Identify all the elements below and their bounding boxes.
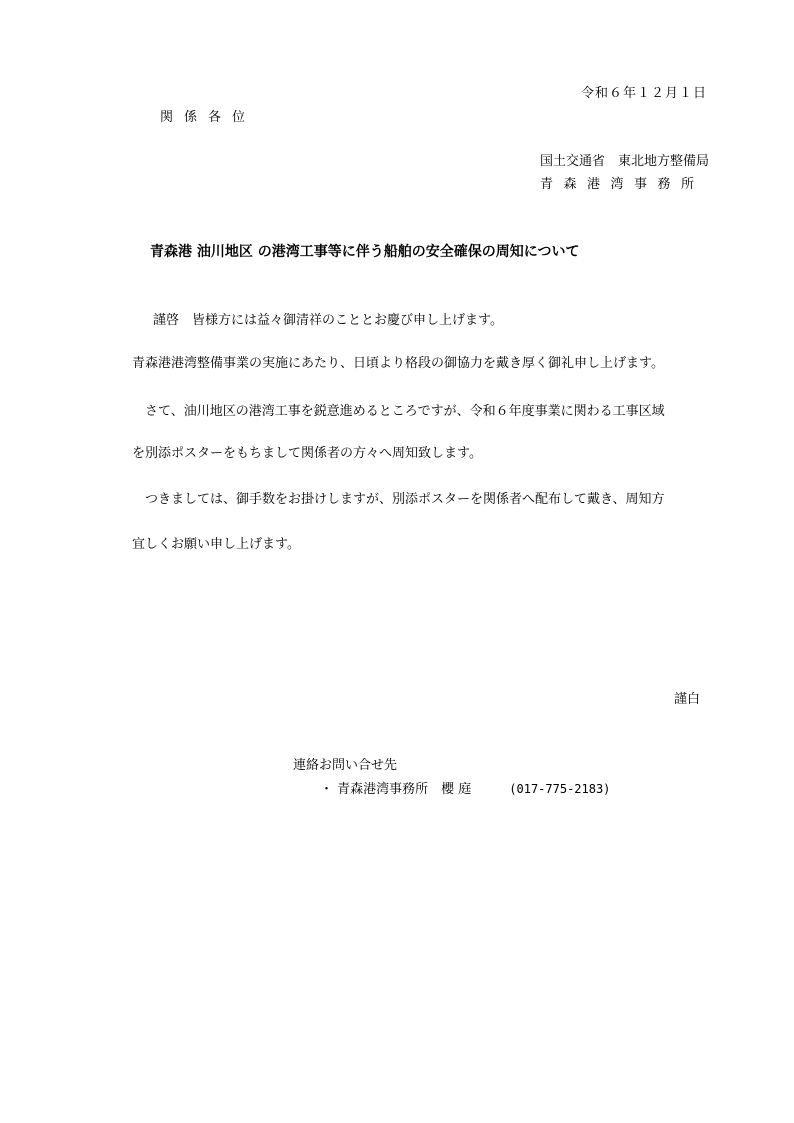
body-line: さて、油川地区の港湾工事を鋭意進めるところですが、令和６年度事業に関わる工事区域 — [132, 404, 665, 419]
closing-word: 謹白 — [674, 692, 701, 707]
sender-organization: 国土交通省 東北地方整備局 — [540, 154, 710, 169]
document-date: 令和６年１２月１日 — [580, 86, 707, 101]
body-line: 謹啓 皆様方には益々御清祥のこととお慶び申し上げます。 — [153, 313, 503, 328]
body-line: 宜しくお願い申し上げます。 — [132, 537, 300, 552]
contact-phone: (017-775-2183) — [509, 782, 611, 796]
body-line: つきましては、御手数をお掛けしますが、別添ポスターを関係者へ配布して戴き、周知方 — [132, 492, 665, 507]
body-line: 青森港港湾整備事業の実施にあたり、日頃より格段の御協力を戴き厚く御礼申し上げます。 — [132, 356, 664, 371]
recipients: 関係各位 — [160, 110, 257, 125]
body-line: を別添ポスターをもちまして関係者の方々へ周知致します。 — [132, 446, 482, 461]
document-title: 青森港 油川地区 の港湾工事等に伴う船舶の安全確保の周知について — [150, 244, 580, 260]
contact-heading: 連絡お問い合せ先 — [293, 758, 398, 773]
sender-office: 青森港湾事務所 — [540, 177, 705, 192]
contact-name: ・ 青森港湾事務所 櫻 庭 — [320, 782, 472, 797]
contact-entry — [320, 778, 610, 797]
